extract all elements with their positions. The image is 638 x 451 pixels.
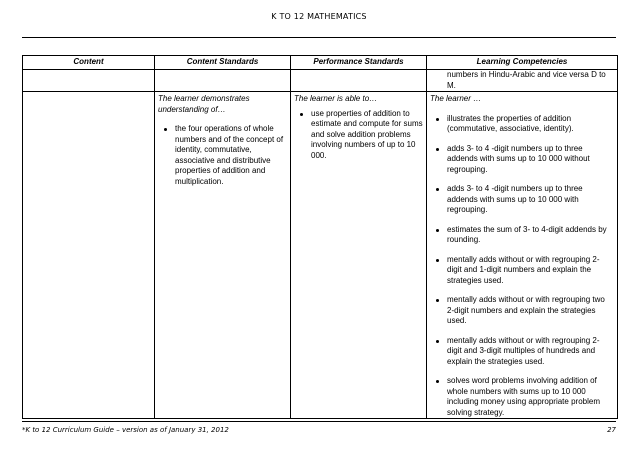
column-header-content: Content [23, 56, 155, 70]
column-header-performance-standards: Performance Standards [291, 56, 427, 70]
performance-standards-cell [291, 92, 427, 419]
table-header-row [23, 56, 618, 70]
curriculum-table [22, 55, 618, 419]
continuation-cell [427, 70, 618, 92]
list-item: adds 3- to 4 -digit numbers up to three addends with sums up to 10 000 without regrouping. [430, 144, 614, 176]
list-item: adds 3- to 4 -digit numbers up to three addends with sums up to 10 000 with regrouping. [430, 184, 614, 216]
continuation-text: numbers in Hindu-Arabic and vice versa D to M. [447, 70, 606, 90]
footer-rule [22, 421, 616, 422]
page-number: 27 [607, 426, 616, 434]
column-header-content-standards: Content Standards [155, 56, 291, 70]
learning-competencies-list [430, 114, 614, 419]
table-cell [23, 70, 155, 92]
content-standards-cell [155, 92, 291, 419]
list-item: mentally adds without or with regrouping 2-digit and 1-digit numbers and explain the strategies used. [430, 255, 614, 287]
list-item: mentally adds without or with regrouping two 2-digit numbers and explain the strategies used. [430, 295, 614, 327]
learning-competencies-cell [427, 92, 618, 419]
content-standards-list [158, 124, 287, 187]
list-item: estimates the sum of 3- to 4-digit addends by rounding. [430, 225, 614, 246]
list-item: solves word problems involving addition of whole numbers with sums up to 10 000 including money using appropriate problem solving strategy. [430, 376, 614, 418]
list-item: use properties of addition to estimate and compute for sums and solve addition problems involving numbers of up to 10 000. [294, 109, 423, 162]
footer-version-note: *K to 12 Curriculum Guide – version as of January 31, 2012 [22, 426, 229, 434]
table-row [23, 92, 618, 419]
page-header-title: K TO 12 MATHEMATICS [271, 12, 367, 21]
list-item: mentally adds without or with regrouping 2-digit and 3-digit multiples of hundreds and explain the strategies used. [430, 336, 614, 368]
content-cell [23, 92, 155, 419]
column-header-learning-competencies: Learning Competencies [427, 56, 618, 70]
list-item: illustrates the properties of addition (commutative, associative, identity). [430, 114, 614, 135]
performance-standards-intro: The learner is able to… [294, 94, 378, 103]
performance-standards-list [294, 109, 423, 162]
list-item: the four operations of whole numbers and of the concept of identity, commutative, associative and distributive properties of addition and multiplication. [158, 124, 287, 187]
content-standards-intro: The learner demonstrates understanding of… [158, 94, 250, 114]
header-rule [22, 37, 616, 38]
learning-competencies-intro: The learner … [430, 94, 482, 103]
table-row [23, 70, 618, 92]
table-cell [155, 70, 291, 92]
table-cell [291, 70, 427, 92]
